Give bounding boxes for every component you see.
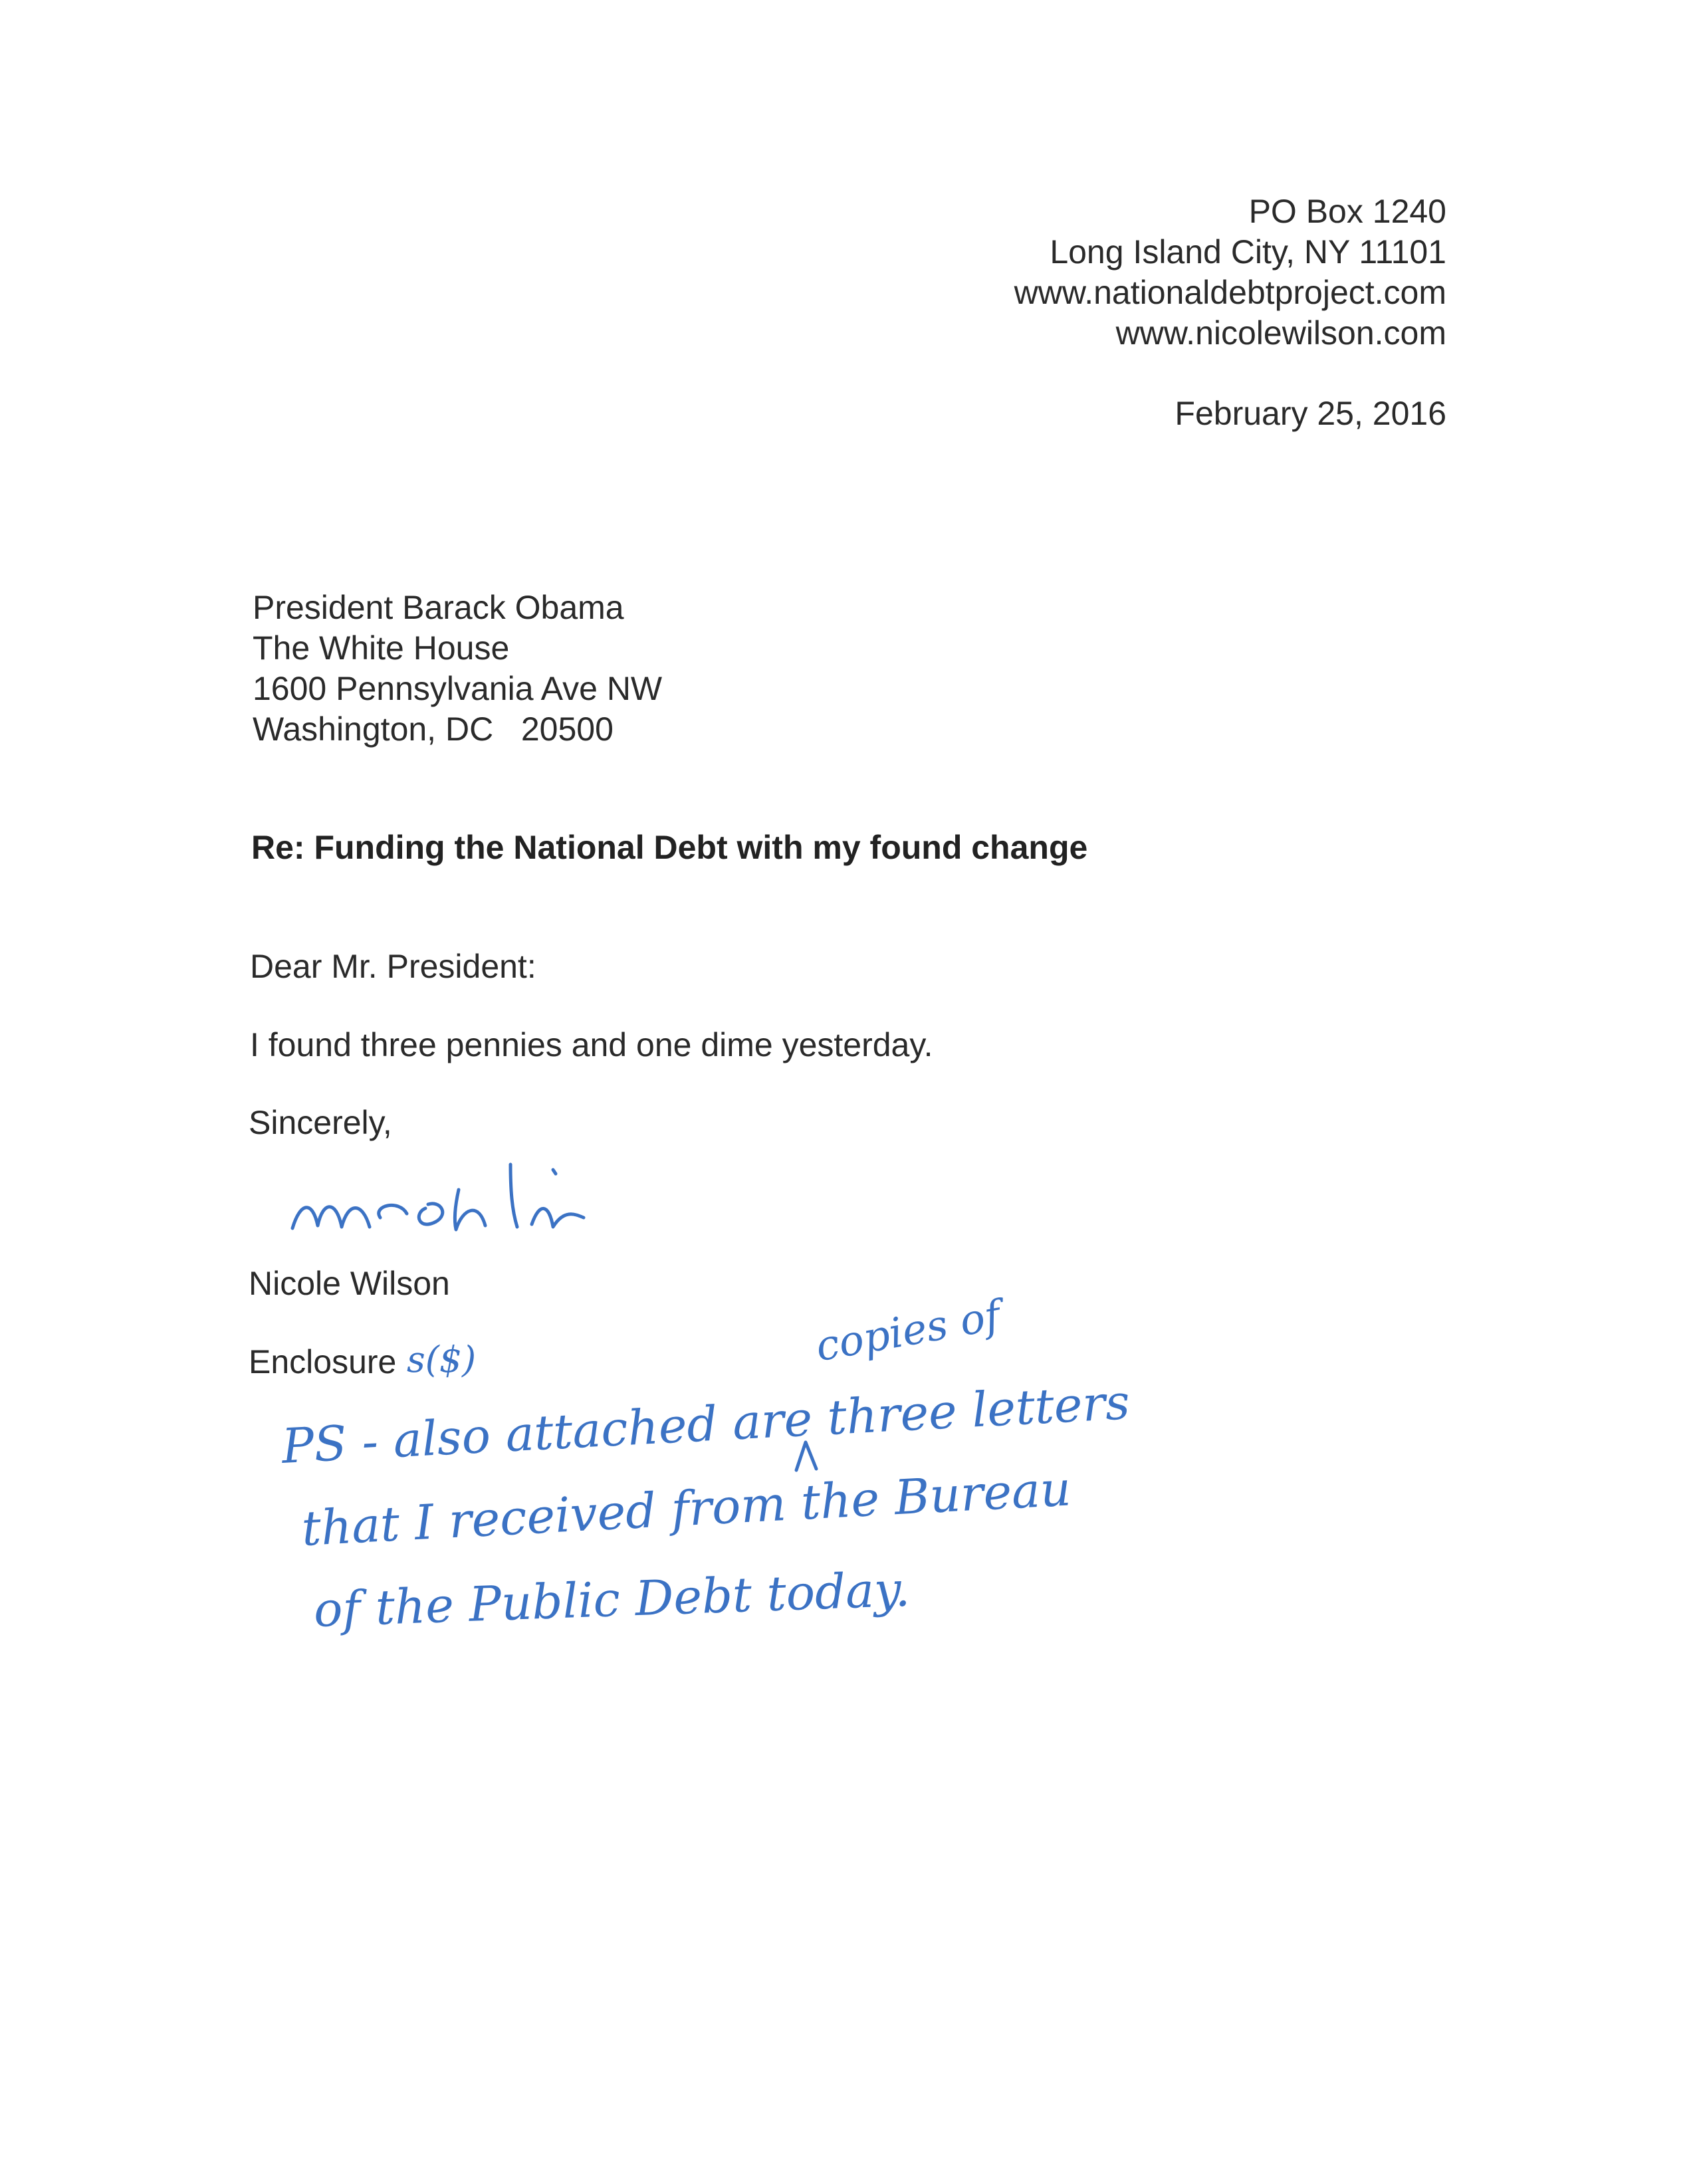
sender-city-state-zip: Long Island City, NY 11101 <box>1050 233 1446 271</box>
sender-website-2: www.nicolewilson.com <box>1115 314 1446 352</box>
recipient-street: 1600 Pennsylvania Ave NW <box>253 670 663 707</box>
recipient-city-state-zip: Washington, DC 20500 <box>253 710 614 748</box>
letter-date: February 25, 2016 <box>1175 395 1446 432</box>
sender-website-1: www.nationaldebtproject.com <box>1014 274 1446 311</box>
body-paragraph: I found three pennies and one dime yesterday. <box>250 1026 933 1063</box>
enclosure-line: Enclosure <box>249 1343 397 1380</box>
recipient-name: President Barack Obama <box>253 589 624 626</box>
subject-line: Re: Funding the National Debt with my found change <box>251 829 1088 866</box>
handwritten-ps-line-2: that I received from the Bureau <box>300 1460 1073 1557</box>
handwritten-ps-line-3: of the Public Debt today. <box>312 1561 911 1638</box>
handwritten-ps-line-1: PS - also attached are three letters <box>280 1374 1131 1474</box>
sender-po-box: PO Box 1240 <box>1248 193 1446 230</box>
handwritten-insert: copies of <box>812 1290 1004 1371</box>
signature-name: Nicole Wilson <box>249 1265 450 1302</box>
closing: Sincerely, <box>249 1104 392 1141</box>
handwritten-enclosure-suffix: s($) <box>407 1339 477 1380</box>
recipient-org: The White House <box>253 629 510 667</box>
salutation: Dear Mr. President: <box>250 948 536 985</box>
